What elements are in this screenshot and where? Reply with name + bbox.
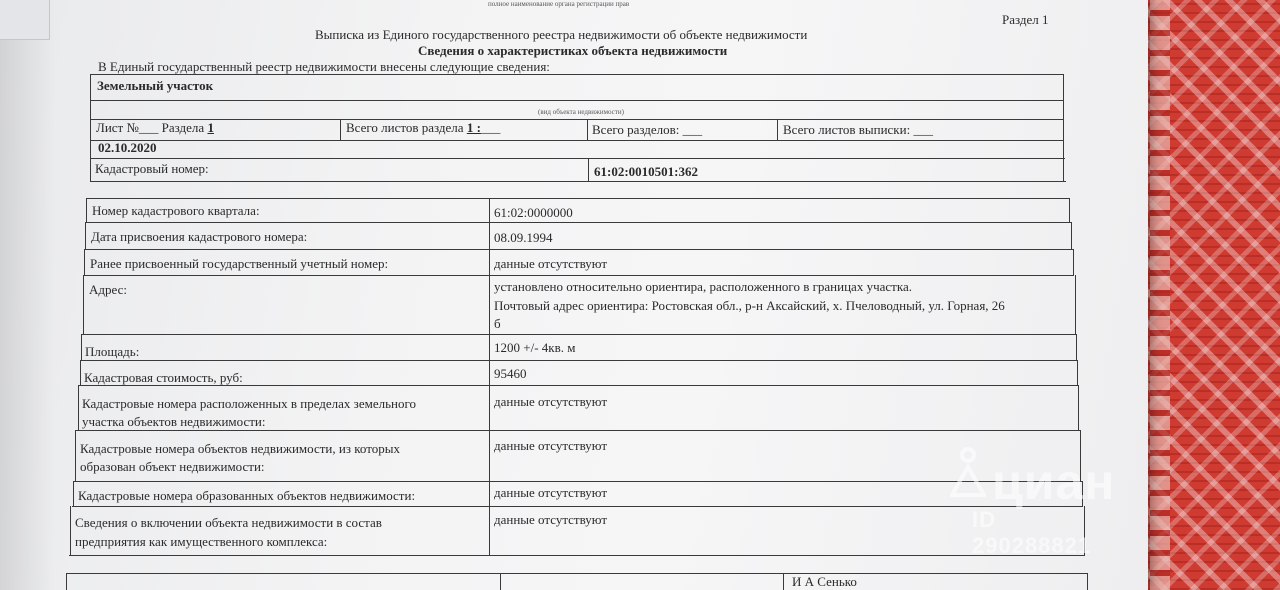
- section-number: 1: [207, 120, 214, 135]
- area-label: Площадь:: [85, 344, 140, 359]
- formed-from-label-line-2: образован объект недвижимости:: [80, 459, 265, 474]
- area-value: 1200 +/- 4кв. м: [494, 340, 576, 355]
- within-label-line-1: Кадастровые номера расположенных в пределах земельного: [82, 396, 416, 411]
- total-extract-sheets: [783, 121, 933, 138]
- enterprise-label-line-1: Сведения о включении объекта недвижимости в состав: [75, 515, 382, 530]
- registration-body-caption: полное наименование органа регистрации прав: [488, 0, 630, 8]
- watermark-id: ID 290288821: [972, 507, 1092, 558]
- section-word: Раздела: [161, 120, 205, 135]
- enterprise-label-line-2: предприятия как имущественного комплекса:: [75, 534, 328, 549]
- enterprise-value: данные отсутствуют: [494, 512, 608, 527]
- total-sections-blank: ___: [682, 122, 703, 137]
- total-sections: [592, 121, 702, 138]
- intro-line: В Единый государственный реестр недвижимости внесены следующие сведения:: [98, 59, 550, 74]
- cadastral-number-label: Кадастровый номер:: [95, 161, 209, 176]
- sheet-label: Лист №: [96, 120, 139, 135]
- total-section-sheets: [346, 119, 500, 136]
- location-pin-icon: [950, 445, 986, 497]
- total-sections-label: Всего разделов:: [592, 122, 680, 137]
- assign-date-value: 08.09.1994: [494, 230, 553, 245]
- cost-value: 95460: [494, 366, 527, 381]
- within-value: данные отсутствуют: [494, 394, 608, 409]
- paper-corner: [0, 0, 50, 40]
- section-label: Раздел 1: [1002, 12, 1049, 27]
- watermark-brand: циан: [992, 454, 1116, 510]
- address-line-2: Почтовый адрес ориентира: Ростовская обл., р-н Аксайский, х. Пчеловодный, ул. Горная, 26: [494, 298, 1005, 313]
- extract-date: 02.10.2020: [98, 140, 157, 155]
- total-section-sheets-label: Всего листов раздела: [346, 120, 464, 135]
- formed-from-value: данные отсутствуют: [494, 438, 608, 453]
- formed-from-label-line-1: Кадастровые номера объектов недвижимости, из которых: [80, 441, 400, 456]
- formed-value: данные отсутствуют: [494, 485, 608, 500]
- address-label: Адрес:: [89, 282, 127, 297]
- sheet-number: [96, 119, 214, 136]
- cadastral-number-value: 61:02:0010501:362: [594, 164, 698, 179]
- total-section-sheets-blank: ___: [480, 120, 501, 135]
- cost-label: Кадастровая стоимость, руб:: [84, 370, 243, 385]
- quarter-value: 61:02:0000000: [494, 205, 573, 220]
- page-shadow: [0, 0, 55, 590]
- formed-label: Кадастровые номера образованных объектов недвижимости:: [78, 488, 416, 503]
- tablecloth-stripe: [1150, 0, 1170, 590]
- total-extract-sheets-blank: ___: [913, 122, 933, 137]
- prev-number-value: данные отсутствуют: [494, 256, 608, 271]
- prev-number-label: Ранее присвоенный государственный учетный номер:: [90, 256, 389, 271]
- address-line-3: б: [494, 316, 501, 331]
- document-subtitle: Сведения о характеристиках объекта недвижимости: [418, 43, 728, 58]
- within-label-line-2: участка объектов недвижимости:: [82, 414, 266, 429]
- total-section-sheets-value: 1 :: [466, 120, 481, 135]
- address-line-1: установлено относительно ориентира, расположенного в границах участка.: [494, 279, 912, 294]
- sheet-blank: ___: [138, 120, 159, 135]
- quarter-label: Номер кадастрового квартала:: [92, 203, 260, 218]
- object-type-caption: (вид объекта недвижимости): [538, 108, 624, 116]
- total-extract-sheets-label: Всего листов выписки:: [783, 122, 911, 137]
- document-title: Выписка из Единого государственного реестра недвижимости об объекте недвижимости: [315, 27, 808, 42]
- assign-date-label: Дата присвоения кадастрового номера:: [91, 229, 308, 244]
- object-type: Земельный участок: [97, 78, 214, 93]
- signatory-name: И А Сенько: [792, 574, 857, 589]
